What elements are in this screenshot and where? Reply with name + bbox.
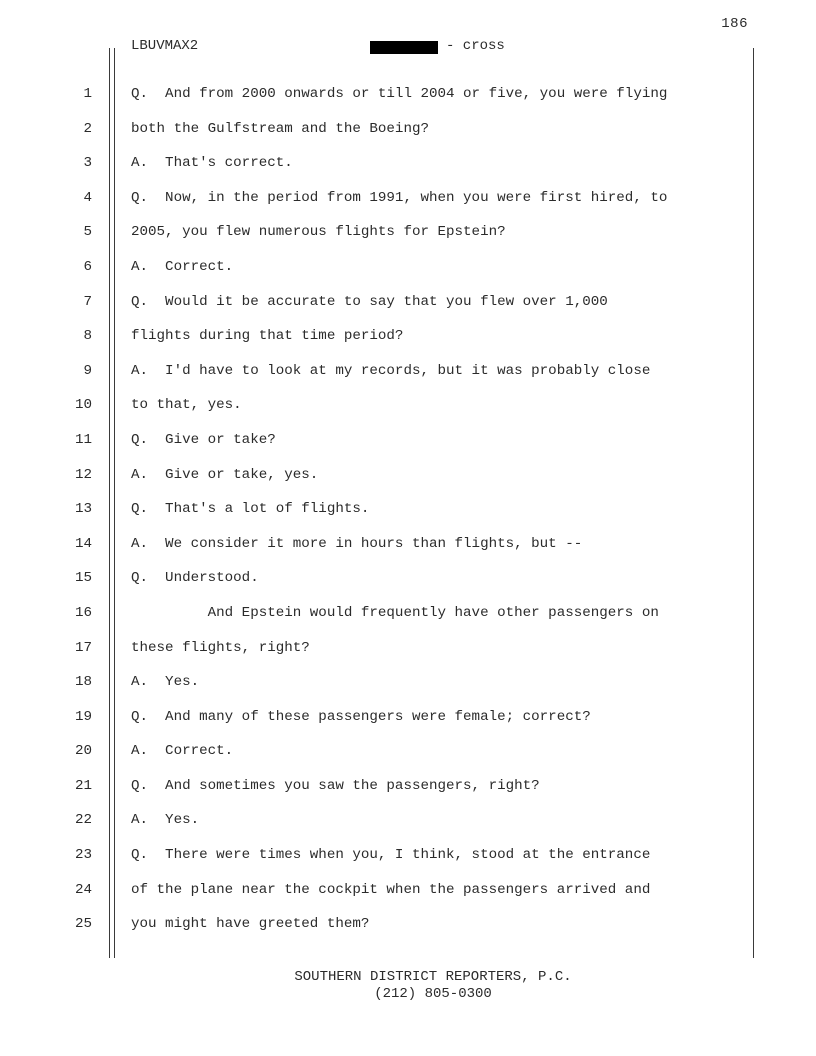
transcript-line <box>0 561 816 596</box>
transcript-line <box>0 769 816 804</box>
line-number: 3 <box>83 155 92 172</box>
line-text: A. Correct. <box>131 743 234 760</box>
line-number: 25 <box>74 916 92 933</box>
line-text: Q. And from 2000 onwards or till 2004 or five, you were flying <box>131 86 668 102</box>
line-text: Q. Would it be accurate to say that you flew over 1,000 <box>131 293 608 310</box>
line-number: 18 <box>74 674 92 691</box>
transcript-line <box>0 112 816 147</box>
line-number: 1 <box>83 86 92 102</box>
line-number: 6 <box>83 258 92 275</box>
transcript-line <box>0 803 816 838</box>
line-text: to that, yes. <box>131 397 242 414</box>
transcript-line <box>0 596 816 631</box>
line-text: you might have greeted them? <box>131 916 370 933</box>
line-number: 8 <box>83 328 92 345</box>
transcript-line <box>0 492 816 527</box>
transcript-line <box>0 77 816 112</box>
examination-label: - cross <box>446 38 505 54</box>
transcript-line <box>0 631 816 666</box>
transcript-lines <box>0 77 816 942</box>
line-text: Q. Now, in the period from 1991, when you were first hired, to <box>131 189 668 206</box>
transcript-line <box>0 388 816 423</box>
transcript-line <box>0 734 816 769</box>
transcript-line <box>0 907 816 942</box>
transcript-line <box>0 700 816 735</box>
line-text: A. I'd have to look at my records, but it was probably close <box>131 362 651 379</box>
line-text: Q. That's a lot of flights. <box>131 501 370 518</box>
line-number: 16 <box>74 604 92 621</box>
line-text: Q. There were times when you, I think, stood at the entrance <box>131 847 651 864</box>
transcript-line <box>0 285 816 320</box>
page-footer <box>0 969 816 1003</box>
line-text: Q. And many of these passengers were female; correct? <box>131 708 591 725</box>
line-text: A. Give or take, yes. <box>131 466 319 483</box>
transcript-line <box>0 319 816 354</box>
line-number: 22 <box>74 812 92 829</box>
line-number: 10 <box>74 397 92 414</box>
transcript-line <box>0 181 816 216</box>
line-text: A. Yes. <box>131 812 200 829</box>
case-code: LBUVMAX2 <box>131 38 199 54</box>
line-text: A. Correct. <box>131 258 234 275</box>
line-number: 11 <box>74 431 92 448</box>
transcript-line <box>0 146 816 181</box>
line-text: these flights, right? <box>131 639 310 656</box>
transcript-line <box>0 838 816 873</box>
line-number: 2 <box>83 120 92 137</box>
line-number: 14 <box>74 535 92 552</box>
line-text: Q. Understood. <box>131 570 259 587</box>
transcript-line <box>0 354 816 389</box>
line-text: of the plane near the cockpit when the passengers arrived and <box>131 881 651 898</box>
transcript-line <box>0 215 816 250</box>
line-text: 2005, you flew numerous flights for Epstein? <box>131 224 506 241</box>
line-number: 21 <box>74 777 92 794</box>
transcript-line <box>0 423 816 458</box>
transcript-line <box>0 527 816 562</box>
line-number: 20 <box>74 743 92 760</box>
line-number: 15 <box>74 570 92 587</box>
line-text: Q. Give or take? <box>131 431 276 448</box>
transcript-line <box>0 665 816 700</box>
reporter-phone: (212) 805-0300 <box>374 986 492 1002</box>
line-number: 19 <box>74 708 92 725</box>
transcript-line <box>0 873 816 908</box>
line-number: 12 <box>74 466 92 483</box>
transcript-line <box>0 250 816 285</box>
page-number: 186 <box>721 16 748 32</box>
line-number: 23 <box>74 847 92 864</box>
line-number: 17 <box>74 639 92 656</box>
line-text: Q. And sometimes you saw the passengers, right? <box>131 777 540 794</box>
line-text: A. That's correct. <box>131 155 293 172</box>
transcript-line <box>0 458 816 493</box>
redaction-block <box>370 41 438 54</box>
line-text: both the Gulfstream and the Boeing? <box>131 120 429 137</box>
line-number: 5 <box>83 224 92 241</box>
line-text: And Epstein would frequently have other passengers on <box>131 604 659 621</box>
line-number: 7 <box>83 293 92 310</box>
line-text: A. We consider it more in hours than flights, but -- <box>131 535 583 552</box>
line-number: 24 <box>74 881 92 898</box>
line-number: 4 <box>83 189 92 206</box>
line-number: 13 <box>74 501 92 518</box>
reporter-name: SOUTHERN DISTRICT REPORTERS, P.C. <box>294 969 572 985</box>
line-text: A. Yes. <box>131 674 200 691</box>
line-text: flights during that time period? <box>131 328 404 345</box>
line-number: 9 <box>83 362 92 379</box>
